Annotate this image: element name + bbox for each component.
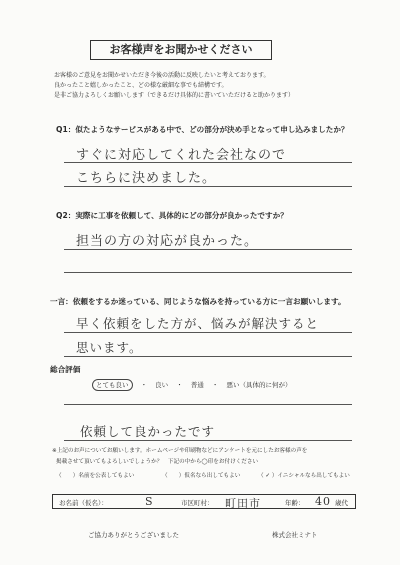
evaluation-option-selected[interactable]: とても良い [92,379,133,391]
consent-option-initials[interactable]: （ ✓ ）イニシャルなら出してもよい [258,473,350,479]
q1-rule-1 [64,162,352,163]
name-label: お名前（仮名）： [59,499,108,507]
evaluation-option-bad[interactable]: 悪い（具体的に何が） [226,381,292,389]
evaluation-option-good[interactable]: 良い [155,381,169,389]
age-value: 40 [315,495,331,508]
consent-line-1: ※上記のお声についてお願いします。ホームページや印刷物などにアンケートを元にしたお客様の声を [52,448,308,454]
city-value: 町田市 [225,497,261,510]
consent-line-2: 掲載させて頂いてもよろしいでしょうか？ 下記の中から◯印をお付けください [56,459,259,465]
intro-line-2: 良かったこと嬉しかったこと、どの様な厳細な事でも結構です。 [54,82,228,89]
q1-answer-line-1: すぐに対応してくれた会社なので [76,148,287,163]
evaluation-rule-1 [64,404,352,405]
q1-answer-line-2: こちらに決めました。 [76,171,217,186]
q2-label: Q2：実際に工事を依頼して、具体的にどの部分が良かったですか？ [56,211,288,220]
intro-line-3: 是非ご協力よろしくお願いします（できるだけ具体的に書いていただけると助かります） [54,92,295,99]
q2-rule-1 [64,249,352,250]
age-suffix: 歳代 [335,499,348,507]
q3-rule-1 [64,332,352,333]
q2-answer-line-1: 担当の方の対応が良かった。 [76,234,259,249]
q3-label: 一言：依頼をするか迷っている、同じような悩みを持っている方に一言お願いします。 [50,297,346,306]
evaluation-option-normal[interactable]: 普通 [190,381,204,389]
page-title: お客様声をお聞かせください [90,40,272,60]
evaluation-rule-2 [64,440,352,441]
intro-line-1: お客様のご意見をお聞かせいただき今後の活動に反映したいと考えております。 [54,72,270,79]
respondent-info-box [52,494,356,509]
q3-answer-line-2: 思います。 [76,340,143,355]
evaluation-comment: 依頼して良かったです [80,424,216,439]
age-label: 年齢： [285,499,305,507]
evaluation-separator: ・ [211,381,219,389]
q2-rule-2 [64,272,352,273]
evaluation-options [92,380,297,389]
evaluation-separator: ・ [176,381,183,389]
q1-label: Q1：似たようなサービスがある中で、どの部分が決め手となって申し込みましたか？ [56,125,349,134]
consent-option-real-name[interactable]: （ ）名前を公表してもよい [56,473,135,479]
footer-thanks: ご協力ありがとうございました [88,531,179,539]
footer-company: 株式会社ミナト [272,531,318,539]
q3-answer-line-1: 早く依頼をした方が、悩みが解決すると [76,316,320,331]
consent-option-pseudonym[interactable]: （ ）仮名なら出してもよい [162,473,241,479]
evaluation-separator: ・ [140,381,148,389]
q1-rule-2 [64,186,352,187]
evaluation-label: 総合評価 [50,365,81,374]
name-value: S [145,495,154,508]
q3-rule-2 [64,356,352,357]
city-label: 市区町村： [181,499,214,507]
